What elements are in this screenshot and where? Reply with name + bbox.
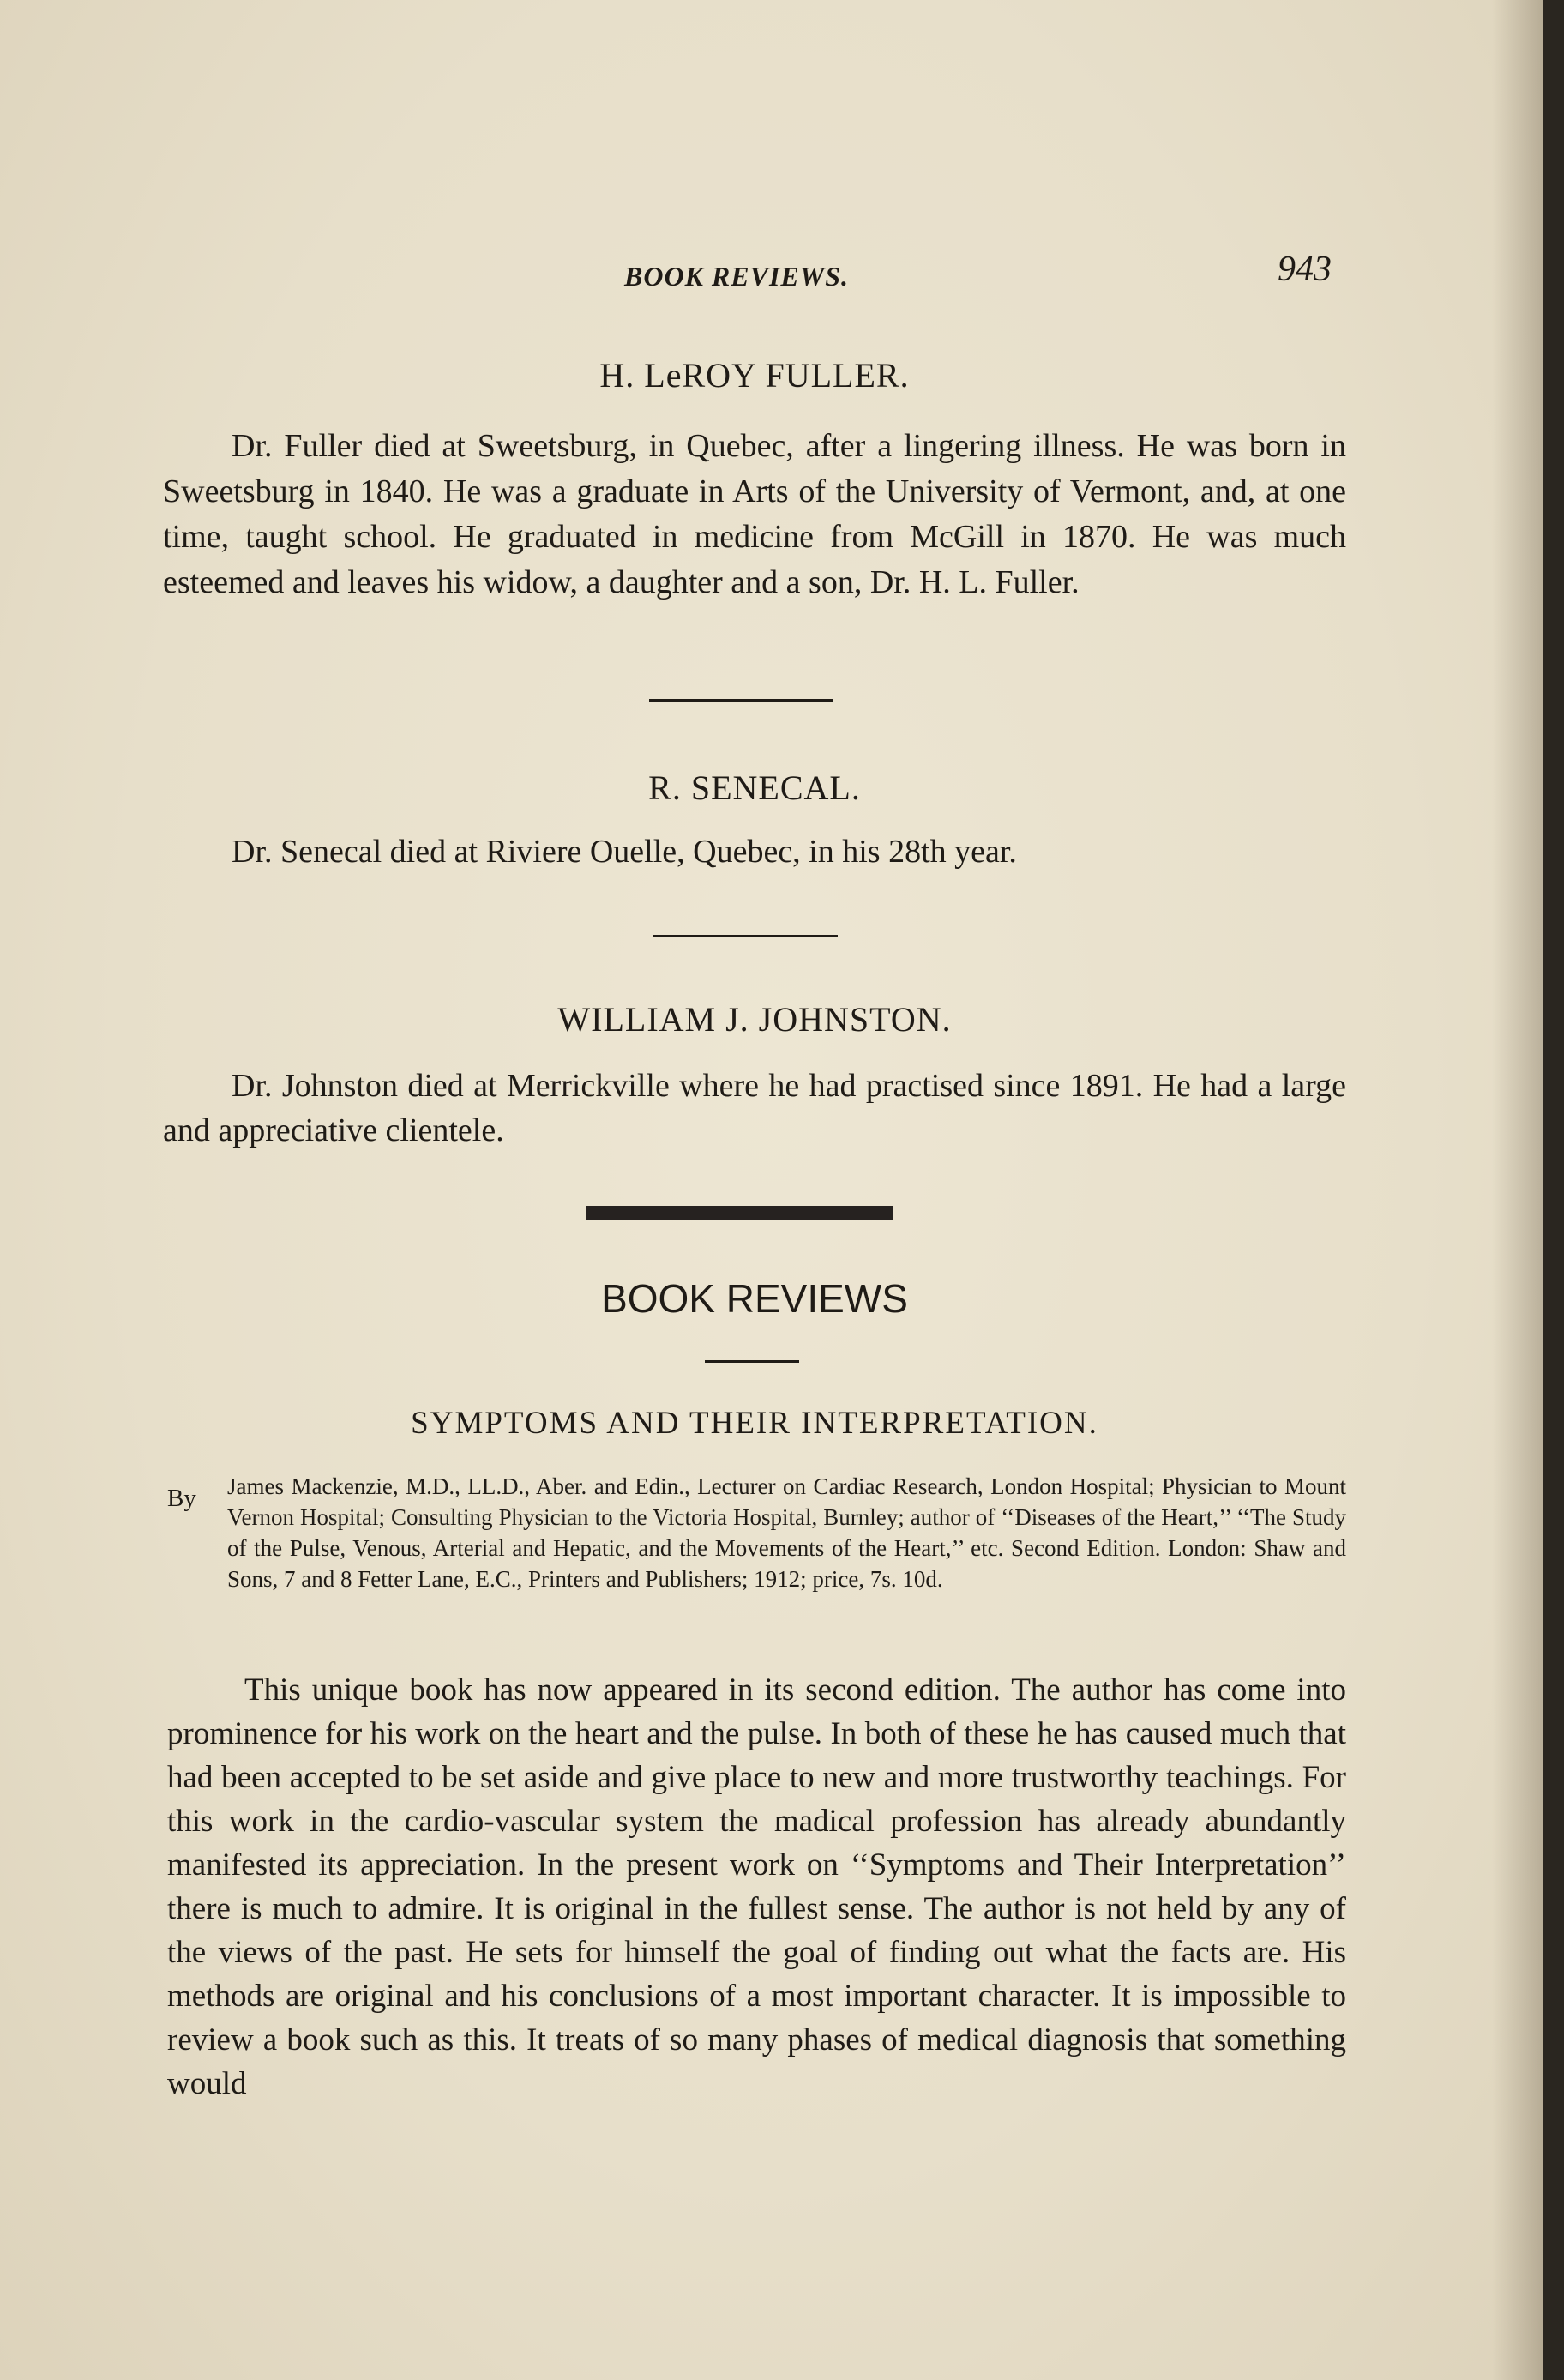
obituary-name-fuller: H. LeROY FULLER. [599,356,910,395]
book-byline [167,1471,1346,1594]
page-number: 943 [1278,250,1332,289]
obituary-name-senecal: R. SENECAL. [648,768,861,807]
divider-rule [705,1360,799,1363]
obituary-text-johnston: Dr. Johnston died at Merrickville where he had practised since 1891. He had a large and appreciative clientele. [163,1068,1346,1148]
running-head: BOOK REVIEWS. [624,261,849,292]
obituary-name-johnston: WILLIAM J. JOHNSTON. [557,1000,952,1039]
divider-rule [653,935,838,937]
obituary-text-senecal: Dr. Senecal died at Riviere Ouelle, Quebec, in his 28th year. [232,834,1017,870]
obituary-text-fuller: Dr. Fuller died at Sweetsburg, in Quebec, after a lingering illness. He was born in Sweetsburg in 1840. He was a graduate in Arts of the University of Vermont, and, at one time, taught school. He graduated in medicine from McGill in 1870. He was much esteemed and leaves his widow, a daughter and a son, Dr. H. L. Fuller. [163,428,1346,600]
book-title: SYMPTOMS AND THEIR INTERPRETATION. [411,1406,1098,1441]
divider-rule [649,699,833,702]
section-divider-bar [586,1206,893,1220]
section-title: BOOK REVIEWS [601,1276,908,1321]
review-text: This unique book has now appeared in its second edition. The author has come into prominence for his work on the heart and the pulse. In both of these he has caused much that had been accepted to be set aside and give place to new and more trustworthy teachings. For this work in the cardio-vascular system the madical profession has already abundantly manifested its appreciation. In the present work on ‘‘Symptoms and Their Interpretation’’ there is much to admire. It is original in the fullest sense. The author is not held by any of the views of the past. He sets for himself the goal of finding out what the facts are. His methods are original and his conclusions of a most important character. It is impossible to review a book such as this. It treats of so many phases of medical diagnosis that something would [167,1672,1346,2101]
byline-text: James Mackenzie, M.D., LL.D., Aber. and Edin., Lecturer on Cardiac Research, London Hospital; Physician to Mount Vernon Hospital; Consulting Physician to the Victoria Hospital, Burnley; author of ‘‘Diseases of the Heart,’’ ‘‘The Study of the Pulse, Venous, Arterial and Hepatic, and the Movements of the Heart,’’ etc. Second Edition. London: Shaw and Sons, 7 and 8 Fetter Lane, E.C., Printers and Publishers; 1912; price, 7s. 10d. [227,1473,1346,1592]
byline-prefix: By [167,1485,196,1512]
